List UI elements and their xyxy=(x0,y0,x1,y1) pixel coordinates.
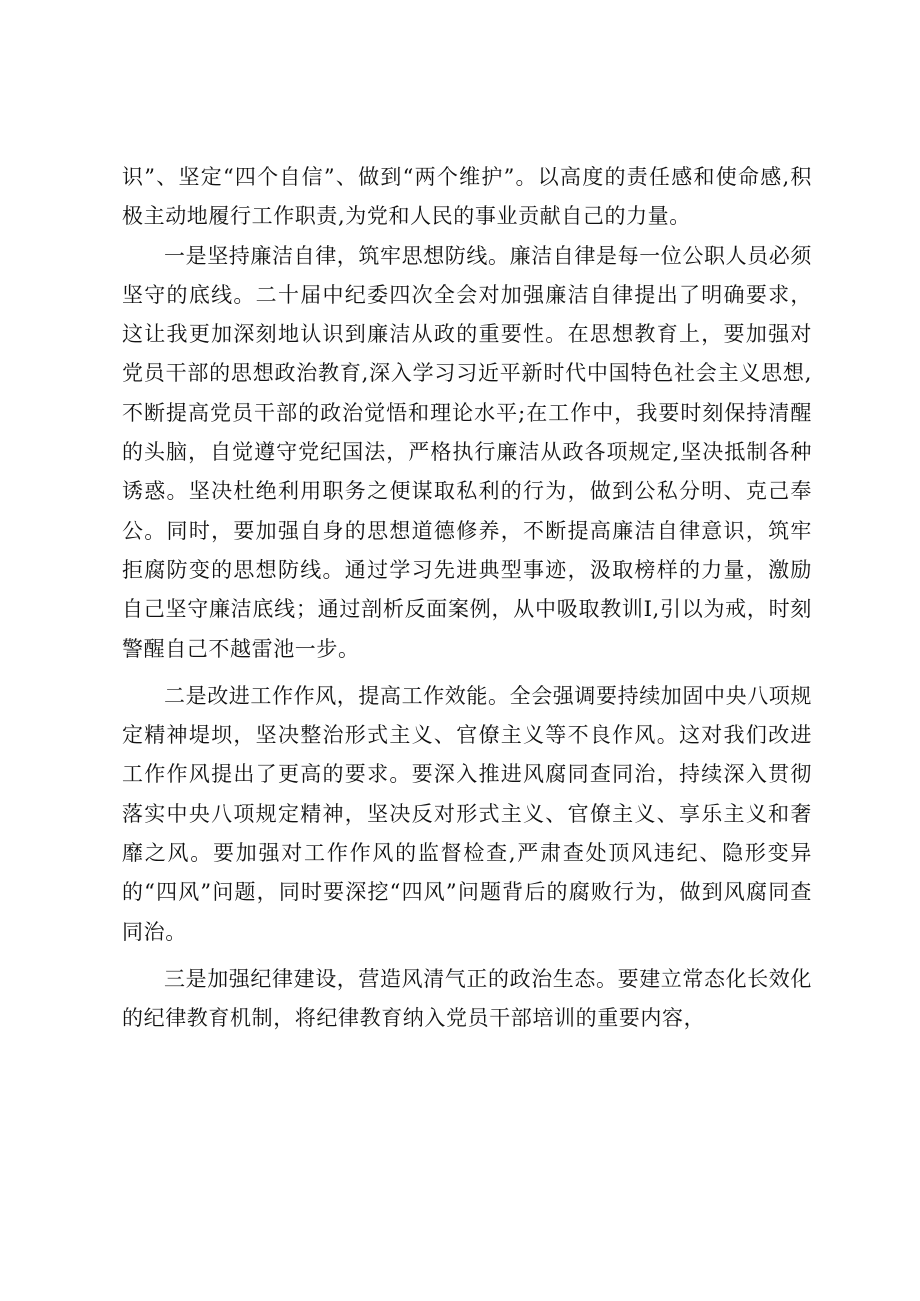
paragraph-gap xyxy=(122,669,812,677)
paragraph-work-style: 二是改进工作作风，提高工作效能。全会强调要持续加固中央八项规定精神堤坝，坚决整治形式主义、官僚主义等不良作风。这对我们改进工作作风提出了更高的要求。要深入推进风腐同查同治，持续深入贯彻落实中央八项规定精神，坚决反对形式主义、官僚主义、享乐主义和奢靡之风。要加强对工作作风的监督检查,严肃查处顶风违纪、隐形变异的“四风”问题，同时要深挖“四风”问题背后的腐败行为，做到风腐同查同治。 xyxy=(122,683,812,944)
paragraph-discipline: 三是加强纪律建设，营造风清气正的政治生态。要建立常态化长效化的纪律教育机制，将纪律教育纳入党员干部培训的重要内容， xyxy=(122,966,812,1031)
paragraph-integrity: 一是坚持廉洁自律，筑牢思想防线。廉洁自律是每一位公职人员必须坚守的底线。二十届中纪委四次全会对加强廉洁自律提出了明确要求，这让我更加深刻地认识到廉洁从政的重要性。在思想教育上，要加强对党员干部的思想政治教育,深入学习习近平新时代中国特色社会主义思想,不断提高党员干部的政治觉悟和理论水平;在工作中，我要时刻保持清醒的头脑，自觉遵守党纪国法，严格执行廉洁从政各项规定,坚决抵制各种诱惑。坚决杜绝利用职务之便谋取私利的行为，做到公私分明、克己奉公。同时，要加强自身的思想道德修养，不断提高廉洁自律意识，筑牢拒腐防变的思想防线。通过学习先进典型事迹，汲取榜样的力量，激励自己坚守廉洁底线；通过剖析反面案例，从中吸取教训I,引以为戒，时刻警醒自己不越雷池一步。 xyxy=(122,243,812,661)
document-body xyxy=(122,158,812,1039)
paragraph-continuation: 识”、坚定“四个自信”、做到“两个维护”。以高度的责任感和使命感,积极主动地履行工作职责,为党和人民的事业贡献自己的力量。 xyxy=(122,165,812,229)
paragraph-gap xyxy=(122,952,812,960)
